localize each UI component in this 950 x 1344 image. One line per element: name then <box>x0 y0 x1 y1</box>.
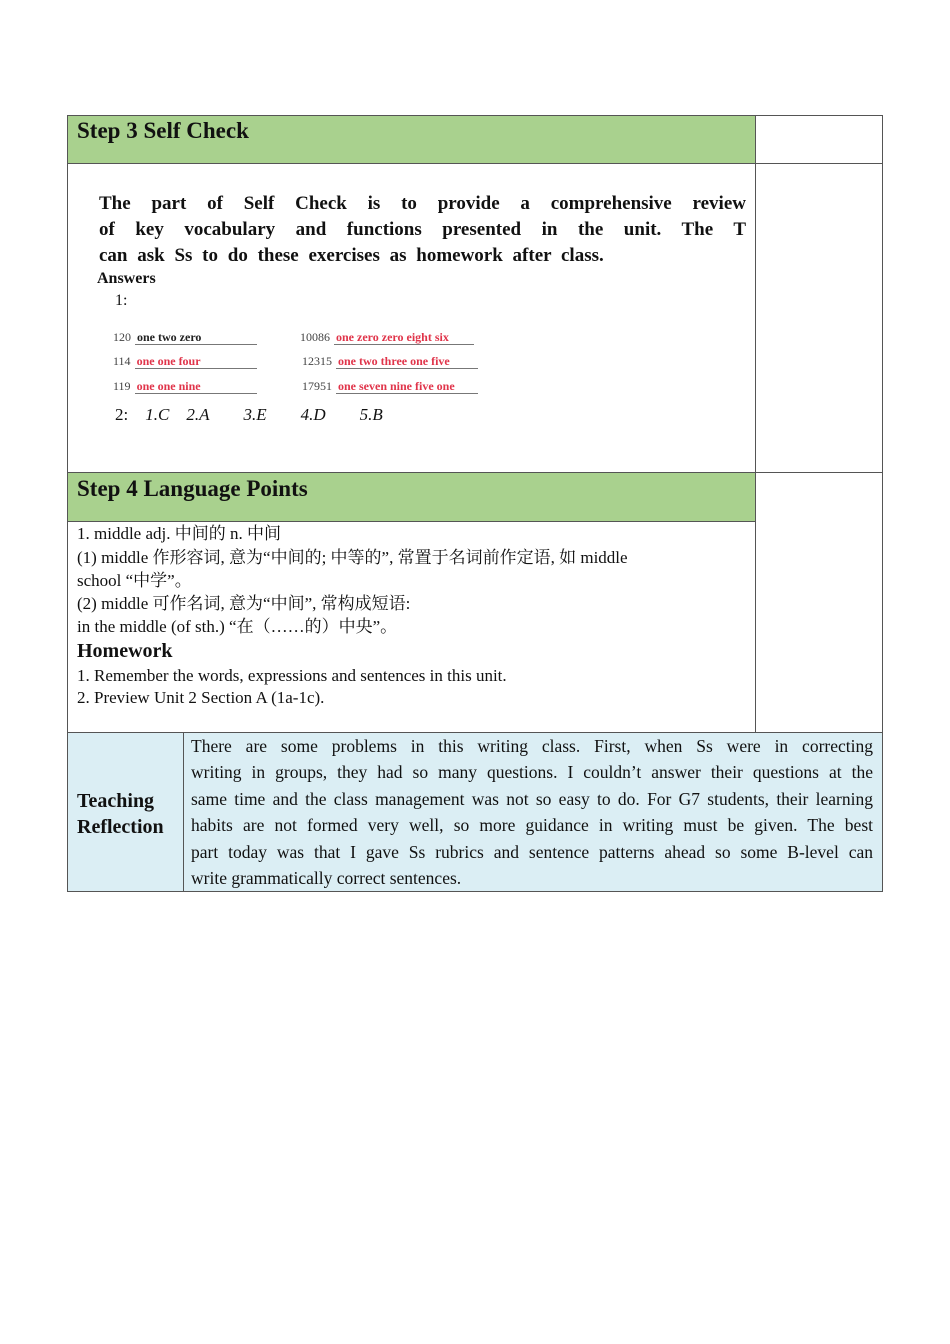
exercise-answer: one two zero <box>135 331 257 345</box>
answer2-line <box>115 405 383 425</box>
reflection-line: same time and the class management was not so easy to do. For G7 students, their learning <box>191 788 873 809</box>
paragraph-line: of key vocabulary and functions presented in the unit. The T <box>99 219 746 240</box>
paragraph-line: The part of Self Check is to provide a comprehensive review <box>99 193 746 214</box>
exercise-answer: one zero zero eight six <box>334 331 474 345</box>
answer2-item: 5.B <box>359 405 383 424</box>
reflection-label-line: Reflection <box>77 816 164 838</box>
reflection-text <box>191 733 873 891</box>
answers-title: Answers <box>97 270 156 287</box>
answer1-label: 1: <box>115 292 128 309</box>
answer2-label: 2: <box>115 405 129 424</box>
exercise-number: 114 <box>113 354 131 368</box>
homework-title: Homework <box>77 640 173 662</box>
reflection-line: writing in groups, they had so many questions. I couldn’t answer their questions at the <box>191 762 873 783</box>
reflection-line: part today was that I gave Ss rubrics and sentence patterns ahead so some B-level can <box>191 841 873 862</box>
exercise-row <box>302 354 478 369</box>
exercise-answer: one seven nine five one <box>336 380 478 394</box>
paragraph-line: can ask Ss to do these exercises as homework after class. <box>99 245 604 266</box>
language-point-line: (2) middle 可作名词, 意为“中间”, 常构成短语: <box>77 594 411 613</box>
reflection-line: There are some problems in this writing class. First, when Ss were in correcting <box>191 736 873 756</box>
exercise-number: 12315 <box>302 354 332 368</box>
exercise-number: 119 <box>113 379 131 393</box>
language-point-line: (1) middle 作形容词, 意为“中间的; 中等的”, 常置于名词前作定语, 如 middle <box>77 548 628 567</box>
step3-notes-cell <box>755 115 883 164</box>
reflection-line: write grammatically correct sentences. <box>191 868 462 889</box>
answer2-item: 4.D <box>300 405 326 424</box>
exercise-row <box>300 330 474 345</box>
exercise-number: 10086 <box>300 330 330 344</box>
reflection-label-line: Teaching <box>77 790 155 812</box>
step4-side-cell <box>755 472 883 733</box>
language-point-line: in the middle (of sth.) “在（……的）中央”。 <box>77 617 398 636</box>
homework-item: 1. Remember the words, expressions and sentences in this unit. <box>77 666 507 685</box>
exercise-answer: one two three one five <box>336 355 478 369</box>
exercise-row <box>113 330 257 345</box>
homework-item: 2. Preview Unit 2 Section A (1a-1c). <box>77 688 325 707</box>
answer2-item: 3.E <box>243 405 267 424</box>
reflection-line: habits are not formed very well, so more guidance in writing must be given. The best <box>191 815 873 836</box>
exercise-row <box>113 379 257 394</box>
step3-paragraph <box>99 191 746 269</box>
language-point-line: school “中学”。 <box>77 571 192 590</box>
exercise-answer: one one four <box>135 355 257 369</box>
answer2-item: 2.A <box>186 405 210 424</box>
exercise-number: 17951 <box>302 379 332 393</box>
answer2-item: 1.C <box>145 405 170 424</box>
exercise-row <box>113 354 257 369</box>
step4-title: Step 4 Language Points <box>77 476 308 501</box>
exercise-number: 120 <box>113 330 131 344</box>
reflection-label <box>77 788 164 840</box>
language-point-line: 1. middle adj. 中间的 n. 中间 <box>77 524 281 543</box>
step4-header-cell <box>67 472 756 522</box>
step3-title: Step 3 Self Check <box>77 118 249 143</box>
exercise-answer: one one nine <box>135 380 257 394</box>
exercise-row <box>302 379 478 394</box>
step3-header-cell <box>67 115 756 164</box>
step3-side-cell <box>755 163 883 473</box>
